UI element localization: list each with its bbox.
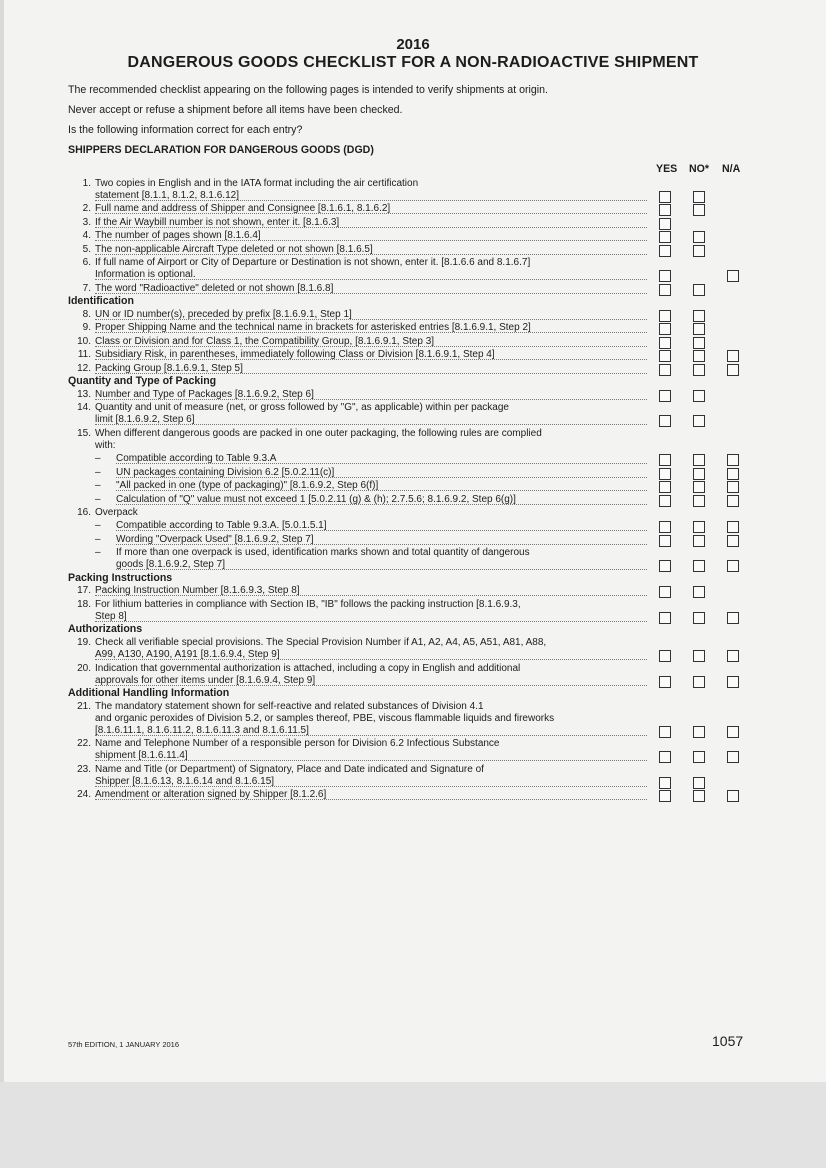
checkbox-na[interactable] [727, 350, 739, 362]
checkbox-yes[interactable] [659, 350, 671, 362]
item-text-line: Name and Telephone Number of a responsible person for Division 6.2 Infectious Substance [95, 738, 500, 750]
checkbox-no[interactable] [693, 191, 705, 203]
item-number: 11. [77, 349, 91, 361]
dotted-leader [95, 319, 647, 320]
item-number: 4. [82, 230, 91, 242]
checkbox-yes[interactable] [659, 751, 671, 763]
item-text-line: Compatible according to Table 9.3.A. [5.0.1.5.1] [116, 520, 327, 532]
dotted-leader [95, 227, 647, 228]
item-text-line: Number and Type of Packages [8.1.6.9.2, Step 6] [95, 388, 314, 400]
checkbox-no[interactable] [693, 650, 705, 662]
item-text-line: goods [8.1.6.9.2, Step 7] [116, 559, 225, 571]
item-text-line: and organic peroxides of Division 5.2, or samples thereof, PBE, viscous flammable liquids and fireworks [95, 712, 555, 724]
checkbox-na[interactable] [727, 790, 739, 802]
edition-footer: 57th EDITION, 1 JANUARY 2016 [68, 1040, 180, 1049]
section-heading: Identification [68, 295, 134, 308]
checkbox-no[interactable] [693, 390, 705, 402]
item-number: 19. [77, 637, 91, 649]
checkbox-yes[interactable] [659, 790, 671, 802]
checkbox-yes[interactable] [659, 650, 671, 662]
item-number: 9. [82, 322, 91, 334]
item-text-line: The word "Radioactive" deleted or not shown [8.1.6.8] [95, 282, 334, 294]
page-number: 1057 [712, 1033, 744, 1049]
item-text-line: UN or ID number(s), preceded by prefix [8.1.6.9.1, Step 1] [95, 308, 352, 320]
scan-background [0, 1082, 826, 1168]
checkbox-no[interactable] [693, 204, 705, 216]
checkbox-no[interactable] [693, 676, 705, 688]
item-text-line: limit [8.1.6.9.2, Step 6] [95, 414, 195, 426]
checkbox-yes[interactable] [659, 270, 671, 282]
checkbox-yes[interactable] [659, 521, 671, 533]
item-text-line: For lithium batteries in compliance with Section IB, "IB" follows the packing instruction [8.1.6.9.3, [95, 598, 521, 610]
item-number: 2. [82, 203, 91, 215]
dotted-leader [95, 346, 647, 347]
item-number: 14. [77, 402, 91, 414]
dotted-leader [95, 595, 647, 596]
item-number: 17. [77, 585, 91, 597]
item-text-line: Calculation of "Q" value must not exceed 1 [5.0.2.11 (g) & (h); 2.7.5.6; 8.1.6.9.2, Step 6(g)] [116, 493, 516, 505]
dash-bullet: – [95, 466, 101, 478]
checkbox-yes[interactable] [659, 612, 671, 624]
checkbox-yes[interactable] [659, 495, 671, 507]
item-number: 12. [77, 362, 91, 374]
checkbox-no[interactable] [693, 468, 705, 480]
checkbox-no[interactable] [693, 415, 705, 427]
checkbox-no[interactable] [693, 790, 705, 802]
checkbox-no[interactable] [693, 310, 705, 322]
item-text-line: Step 8] [95, 610, 127, 622]
item-text-line: The non-applicable Aircraft Type deleted or not shown [8.1.6.5] [95, 243, 373, 255]
dotted-leader [95, 399, 647, 400]
item-text-line: If full name of Airport or City of Departure or Destination is not shown, enter it. [8.1.6.6 and 8.1.6.7] [95, 257, 531, 269]
dash-bullet: – [95, 493, 101, 505]
checkbox-yes[interactable] [659, 586, 671, 598]
checkbox-no[interactable] [693, 777, 705, 789]
checkbox-na[interactable] [727, 676, 739, 688]
dash-bullet: – [95, 480, 101, 492]
checkbox-yes[interactable] [659, 204, 671, 216]
dotted-leader [95, 240, 647, 241]
column-header-no: NO* [689, 163, 710, 175]
item-text-line: Overpack [95, 506, 138, 518]
checkbox-no[interactable] [693, 364, 705, 376]
column-header-na: N/A [722, 163, 741, 175]
dotted-leader [116, 569, 647, 570]
item-text-line: Two copies in English and in the IATA format including the air certification [95, 178, 419, 189]
item-text-line: Information is optional. [95, 269, 196, 281]
item-text-line: Amendment or alteration signed by Shipper [8.1.2.6] [95, 789, 327, 800]
item-text-line: Compatible according to Table 9.3.A [116, 453, 277, 465]
item-text-line: Indication that governmental authorization is attached, including a copy in English and additional [95, 662, 521, 674]
checkbox-yes[interactable] [659, 218, 671, 230]
dotted-leader [116, 490, 647, 491]
document-year: 2016 [396, 36, 430, 53]
checkbox-yes[interactable] [659, 676, 671, 688]
section-heading: Packing Instructions [68, 571, 173, 584]
checkbox-na[interactable] [727, 364, 739, 376]
item-text-line: [8.1.6.11.1, 8.1.6.11.2, 8.1.6.11.3 and 8.1.6.11.5] [95, 724, 309, 736]
checkbox-no[interactable] [693, 535, 705, 547]
checkbox-no[interactable] [693, 284, 705, 296]
checkbox-no[interactable] [693, 612, 705, 624]
dotted-leader [95, 254, 647, 255]
item-number: 10. [77, 335, 91, 347]
dotted-leader [95, 200, 647, 201]
section-heading: Authorizations [68, 623, 143, 636]
item-text-line: Name and Title (or Department) of Signatory, Place and Date indicated and Signature of [95, 763, 484, 775]
dotted-leader [95, 213, 647, 214]
checkbox-na[interactable] [727, 521, 739, 533]
dotted-leader [95, 659, 647, 660]
checkbox-no[interactable] [693, 350, 705, 362]
item-text-line: If the Air Waybill number is not shown, enter it. [8.1.6.3] [95, 216, 340, 228]
item-text-line: The number of pages shown [8.1.6.4] [95, 230, 261, 242]
checkbox-yes[interactable] [659, 468, 671, 480]
dotted-leader [95, 293, 647, 294]
item-text-line: Wording "Overpack Used" [8.1.6.9.2, Step 7] [116, 533, 314, 545]
item-text-line: with: [95, 439, 116, 451]
checkbox-no[interactable] [693, 337, 705, 349]
dotted-leader [95, 786, 647, 787]
checkbox-na[interactable] [727, 495, 739, 507]
item-number: 7. [82, 282, 91, 294]
checkbox-yes[interactable] [659, 454, 671, 466]
checkbox-yes[interactable] [659, 337, 671, 349]
item-text-line: Check all verifiable special provisions. The Special Provision Number if A1, A2, A4, A5, A51, A81, A88, [95, 637, 547, 649]
item-text-line: UN packages containing Division 6.2 [5.0.2.11(c)] [116, 466, 335, 478]
item-text-line: "All packed in one (type of packaging)" [8.1.6.9.2, Step 6(f)] [116, 480, 379, 492]
checkbox-no[interactable] [693, 245, 705, 257]
item-number: 24. [77, 789, 91, 800]
checkbox-no[interactable] [693, 586, 705, 598]
checkbox-yes[interactable] [659, 284, 671, 296]
checkbox-yes[interactable] [659, 231, 671, 243]
item-text-line: shipment [8.1.6.11.4] [95, 750, 188, 762]
dotted-leader [95, 621, 647, 622]
section-heading: Quantity and Type of Packing [68, 375, 217, 388]
checkbox-na[interactable] [727, 270, 739, 282]
item-text-line: Packing Group [8.1.6.9.1, Step 5] [95, 362, 243, 374]
dotted-leader [116, 530, 647, 531]
dash-bullet: – [95, 547, 101, 559]
checkbox-na[interactable] [727, 612, 739, 624]
checkbox-no[interactable] [693, 751, 705, 763]
checkbox-yes[interactable] [659, 390, 671, 402]
checkbox-yes[interactable] [659, 560, 671, 572]
checkbox-yes[interactable] [659, 481, 671, 493]
dotted-leader [95, 279, 647, 280]
item-number: 3. [82, 216, 91, 228]
section-heading: Additional Handling Information [68, 686, 230, 699]
intro-line-3: Is the following information correct for each entry? [68, 124, 303, 136]
checkbox-no[interactable] [693, 231, 705, 243]
item-text-line: When different dangerous goods are packed in one outer packaging, the following rules are complied [95, 427, 542, 439]
item-number: 15. [77, 427, 91, 439]
intro-line-2: Never accept or refuse a shipment before all items have been checked. [68, 104, 403, 116]
item-text-line: A99, A130, A190, A191 [8.1.6.9.4, Step 9] [95, 649, 280, 661]
dotted-leader [116, 463, 647, 464]
checkbox-na[interactable] [727, 468, 739, 480]
item-text-line: Proper Shipping Name and the technical name in brackets for asterisked entries [8.1.6.9.1, Step 2] [95, 322, 531, 334]
item-text-line: approvals for other items under [8.1.6.9.4, Step 9] [95, 674, 316, 686]
checkbox-yes[interactable] [659, 535, 671, 547]
checkbox-na[interactable] [727, 726, 739, 738]
item-number: 8. [82, 308, 91, 320]
checkbox-no[interactable] [693, 560, 705, 572]
checkbox-na[interactable] [727, 481, 739, 493]
checkbox-yes[interactable] [659, 323, 671, 335]
checkbox-yes[interactable] [659, 415, 671, 427]
section-heading-dgd: SHIPPERS DECLARATION FOR DANGEROUS GOODS (DGD) [68, 144, 374, 156]
dotted-leader [95, 332, 647, 333]
checkbox-no[interactable] [693, 521, 705, 533]
dash-bullet: – [95, 533, 101, 545]
item-text-line: Quantity and unit of measure (net, or gross followed by "G", as applicable) within per package [95, 402, 509, 414]
checkbox-yes[interactable] [659, 310, 671, 322]
dotted-leader [95, 685, 647, 686]
item-text-line: Subsidiary Risk, in parentheses, immediately following Class or Division [8.1.6.9.1, Step 4] [95, 349, 495, 361]
item-number: 16. [77, 506, 91, 518]
dotted-leader [95, 373, 647, 374]
dotted-leader [95, 799, 647, 800]
checkbox-yes[interactable] [659, 364, 671, 376]
item-number: 1. [82, 178, 91, 189]
item-number: 5. [82, 243, 91, 255]
column-header-yes: YES [656, 163, 678, 175]
item-number: 13. [77, 388, 91, 400]
item-number: 18. [77, 598, 91, 610]
item-number: 20. [77, 662, 91, 674]
item-text-line: The mandatory statement shown for self-reactive and related substances of Division 4.1 [95, 700, 484, 712]
dash-bullet: – [95, 520, 101, 532]
item-number: 23. [77, 763, 91, 775]
checkbox-yes[interactable] [659, 191, 671, 203]
dotted-leader [95, 735, 647, 736]
item-number: 22. [77, 738, 91, 750]
item-text-line: Class or Division and for Class 1, the Compatibility Group, [8.1.6.9.1, Step 3] [95, 335, 435, 347]
dotted-leader [116, 504, 647, 505]
checkbox-yes[interactable] [659, 245, 671, 257]
item-text-line: Full name and address of Shipper and Consignee [8.1.6.1, 8.1.6.2] [95, 203, 391, 215]
intro-line-1: The recommended checklist appearing on the following pages is intended to verify shipments at origin. [68, 84, 548, 96]
dotted-leader [95, 359, 647, 360]
checkbox-no[interactable] [693, 323, 705, 335]
checkbox-no[interactable] [693, 495, 705, 507]
checkbox-no[interactable] [693, 454, 705, 466]
checkbox-no[interactable] [693, 726, 705, 738]
document-title: DANGEROUS GOODS CHECKLIST FOR A NON-RADIOACTIVE SHIPMENT [127, 54, 699, 71]
item-text-line: Packing Instruction Number [8.1.6.9.3, Step 8] [95, 585, 300, 597]
checkbox-na[interactable] [727, 535, 739, 547]
checkbox-no[interactable] [693, 481, 705, 493]
checkbox-yes[interactable] [659, 726, 671, 738]
dotted-leader [116, 477, 647, 478]
checkbox-na[interactable] [727, 560, 739, 572]
item-text-line: statement [8.1.1, 8.1.2, 8.1.6.12] [95, 190, 239, 201]
checkbox-na[interactable] [727, 650, 739, 662]
item-number: 21. [77, 700, 91, 712]
item-text-line: If more than one overpack is used, identification marks shown and total quantity of dangerous [116, 547, 530, 559]
dotted-leader [95, 760, 647, 761]
dash-bullet: – [95, 453, 101, 465]
dotted-leader [116, 544, 647, 545]
item-number: 6. [82, 257, 91, 269]
checkbox-na[interactable] [727, 454, 739, 466]
item-text-line: Shipper [8.1.6.13, 8.1.6.14 and 8.1.6.15] [95, 775, 275, 787]
checkbox-yes[interactable] [659, 777, 671, 789]
dotted-leader [95, 424, 647, 425]
checkbox-na[interactable] [727, 751, 739, 763]
